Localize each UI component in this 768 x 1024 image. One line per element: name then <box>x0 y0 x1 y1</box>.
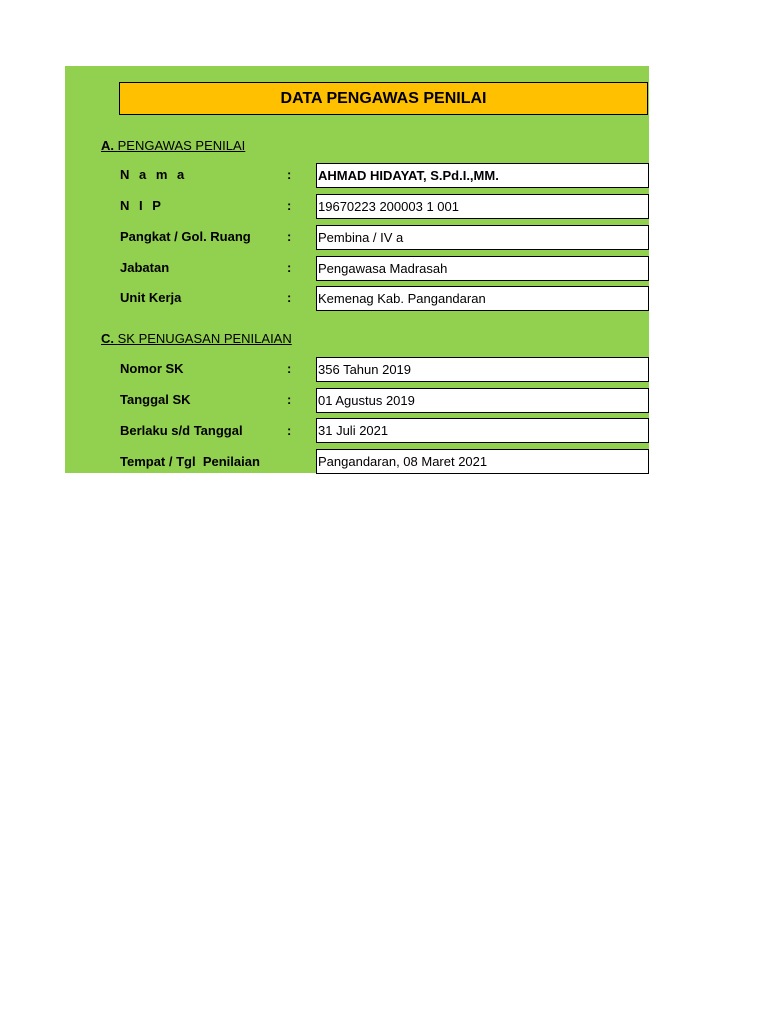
section-c-prefix: C. <box>101 331 114 346</box>
section-c-title: SK PENUGASAN PENILAIAN <box>117 331 292 346</box>
value-nama[interactable]: AHMAD HIDAYAT, S.Pd.I.,MM. <box>316 163 649 188</box>
colon-nomor-sk: : <box>287 361 292 376</box>
colon-pangkat: : <box>287 229 292 244</box>
value-jabatan[interactable]: Pengawasa Madrasah <box>316 256 649 281</box>
label-tanggal-sk: Tanggal SK <box>120 392 191 407</box>
colon-tanggal-sk: : <box>287 392 292 407</box>
form-title <box>119 82 648 115</box>
label-pangkat: Pangkat / Gol. Ruang <box>120 229 251 244</box>
label-nama: N a m a <box>120 167 188 182</box>
label-tempat-tgl: Tempat / Tgl Penilaian <box>120 454 260 469</box>
value-berlaku[interactable]: 31 Juli 2021 <box>316 418 649 443</box>
section-a-prefix: A. <box>101 138 114 153</box>
value-nip[interactable]: 19670223 200003 1 001 <box>316 194 649 219</box>
label-unit-kerja: Unit Kerja <box>120 290 182 305</box>
value-pangkat[interactable]: Pembina / IV a <box>316 225 649 250</box>
colon-nama: : <box>287 167 292 182</box>
label-nomor-sk: Nomor SK <box>120 361 184 376</box>
value-tanggal-sk[interactable]: 01 Agustus 2019 <box>316 388 649 413</box>
value-unit-kerja[interactable]: Kemenag Kab. Pangandaran <box>316 286 649 311</box>
label-nip: N I P <box>120 198 164 213</box>
label-berlaku: Berlaku s/d Tanggal <box>120 423 243 438</box>
value-nomor-sk[interactable]: 356 Tahun 2019 <box>316 357 649 382</box>
section-a-heading <box>101 138 245 154</box>
value-tempat-tgl[interactable]: Pangandaran, 08 Maret 2021 <box>316 449 649 474</box>
colon-berlaku: : <box>287 423 292 438</box>
colon-unit-kerja: : <box>287 290 292 305</box>
label-jabatan: Jabatan <box>120 260 170 275</box>
colon-nip: : <box>287 198 292 213</box>
section-a-title: PENGAWAS PENILAI <box>117 138 246 153</box>
form-title-text: DATA PENGAWAS PENILAI <box>280 89 487 107</box>
section-c-heading <box>101 331 292 347</box>
colon-jabatan: : <box>287 260 292 275</box>
